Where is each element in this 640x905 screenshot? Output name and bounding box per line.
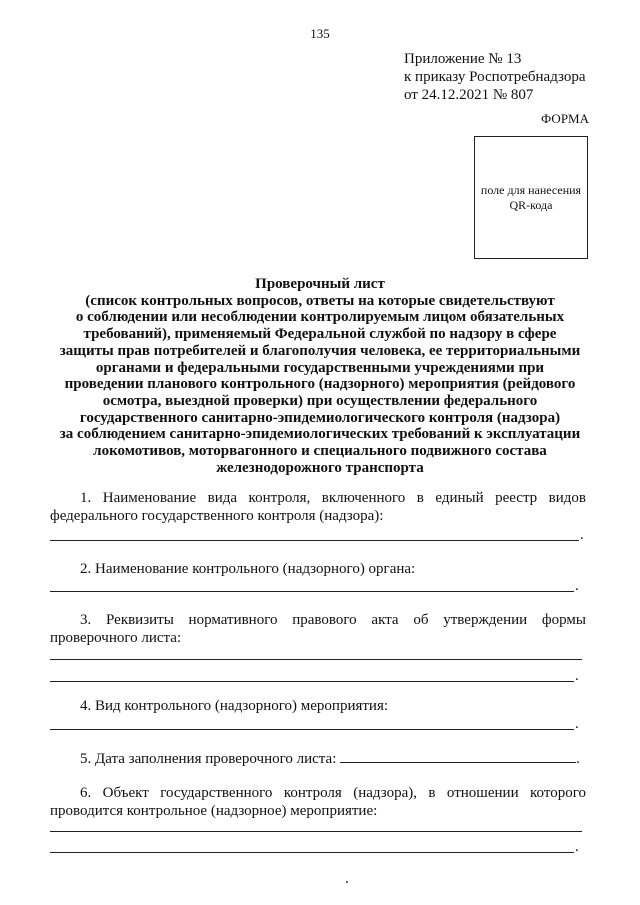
item-2-end-mark: . [575, 578, 579, 594]
item-4-event-type [50, 697, 586, 715]
title-line: требований), применяемый Федеральной службой по надзору в сфере [83, 326, 557, 343]
item-5-text: 5. Дата заполнения проверочного листа: [80, 751, 337, 767]
item-5-fill-date [50, 748, 586, 768]
item-3-text-cont: проверочного листа: [50, 630, 182, 646]
item-6-text-cont: проводится контрольное (надзорное) мероприятие: [50, 803, 378, 819]
item-6-end-mark: . [575, 839, 579, 855]
qr-caption-line: QR-кода [509, 198, 553, 212]
qr-code-field [474, 136, 588, 259]
item-3-fill-line-1[interactable] [50, 659, 582, 660]
item-1-text-cont: федерального государственного контроля (надзора): [50, 508, 384, 524]
item-1-end-mark: . [580, 527, 584, 543]
item-4-text: 4. Вид контрольного (надзорного) мероприятия: [80, 698, 389, 714]
item-3-text: 3. Реквизиты нормативного правового акта об утверждении формы [80, 612, 586, 628]
title-line: (список контрольных вопросов, ответы на которые свидетельствуют [85, 292, 555, 309]
title-line: Проверочный лист [255, 276, 385, 292]
title-line: локомотивов, моторвагонного и специального подвижного состава [93, 443, 547, 460]
item-3-legal-act [50, 611, 586, 647]
appendix-order-date: от 24.12.2021 № 807 [404, 87, 534, 103]
scan-speck [346, 881, 348, 883]
title-line: за соблюдением санитарно-эпидемиологических требований к эксплуатации [59, 426, 581, 443]
title-line: проведении планового контрольного (надзорного) мероприятия (рейдового [64, 376, 576, 393]
item-3-fill-line-2[interactable] [50, 681, 574, 682]
page-number: 135 [310, 26, 330, 41]
qr-caption-line: поле для нанесения [480, 183, 582, 197]
item-6-control-object [50, 784, 586, 820]
item-1-text: 1. Наименование вида контроля, включенного в единый реестр видов [80, 490, 586, 506]
appendix-order-ref: к приказу Роспотребнадзора [404, 69, 586, 85]
document-title [50, 276, 590, 476]
title-line: осмотра, выездной проверки) при осуществлении федерального [102, 392, 538, 409]
title-line: органами и федеральными государственными учреждениями при [95, 359, 545, 376]
item-5-end-mark: . [576, 751, 580, 767]
title-line: государственного санитарно-эпидемиологического контроля (надзора) [79, 409, 561, 426]
item-2-text: 2. Наименование контрольного (надзорного) органа: [80, 561, 416, 577]
title-line: железнодорожного транспорта [216, 459, 424, 476]
item-1-fill-line[interactable] [50, 540, 579, 541]
item-3-end-mark: . [575, 668, 579, 684]
item-6-fill-line-1[interactable] [50, 831, 582, 832]
item-1-control-type [50, 489, 586, 525]
item-4-fill-line[interactable] [50, 729, 574, 730]
item-6-fill-line-2[interactable] [50, 852, 574, 853]
qr-code-caption [475, 183, 587, 213]
form-label: ФОРМА [541, 111, 589, 126]
title-line: о соблюдении или несоблюдении контролируемым лицом обязательных [75, 309, 565, 326]
title-line: защиты прав потребителей и благополучия человека, ее территориальными [59, 342, 581, 359]
item-2-fill-line[interactable] [50, 591, 574, 592]
item-4-end-mark: . [575, 716, 579, 732]
item-6-text: 6. Объект государственного контроля (надзора), в отношении которого [80, 785, 586, 801]
appendix-number: Приложение № 13 [404, 51, 522, 67]
appendix-header [404, 50, 586, 104]
item-2-control-body [50, 560, 586, 578]
item-5-fill-line[interactable] [340, 748, 576, 763]
